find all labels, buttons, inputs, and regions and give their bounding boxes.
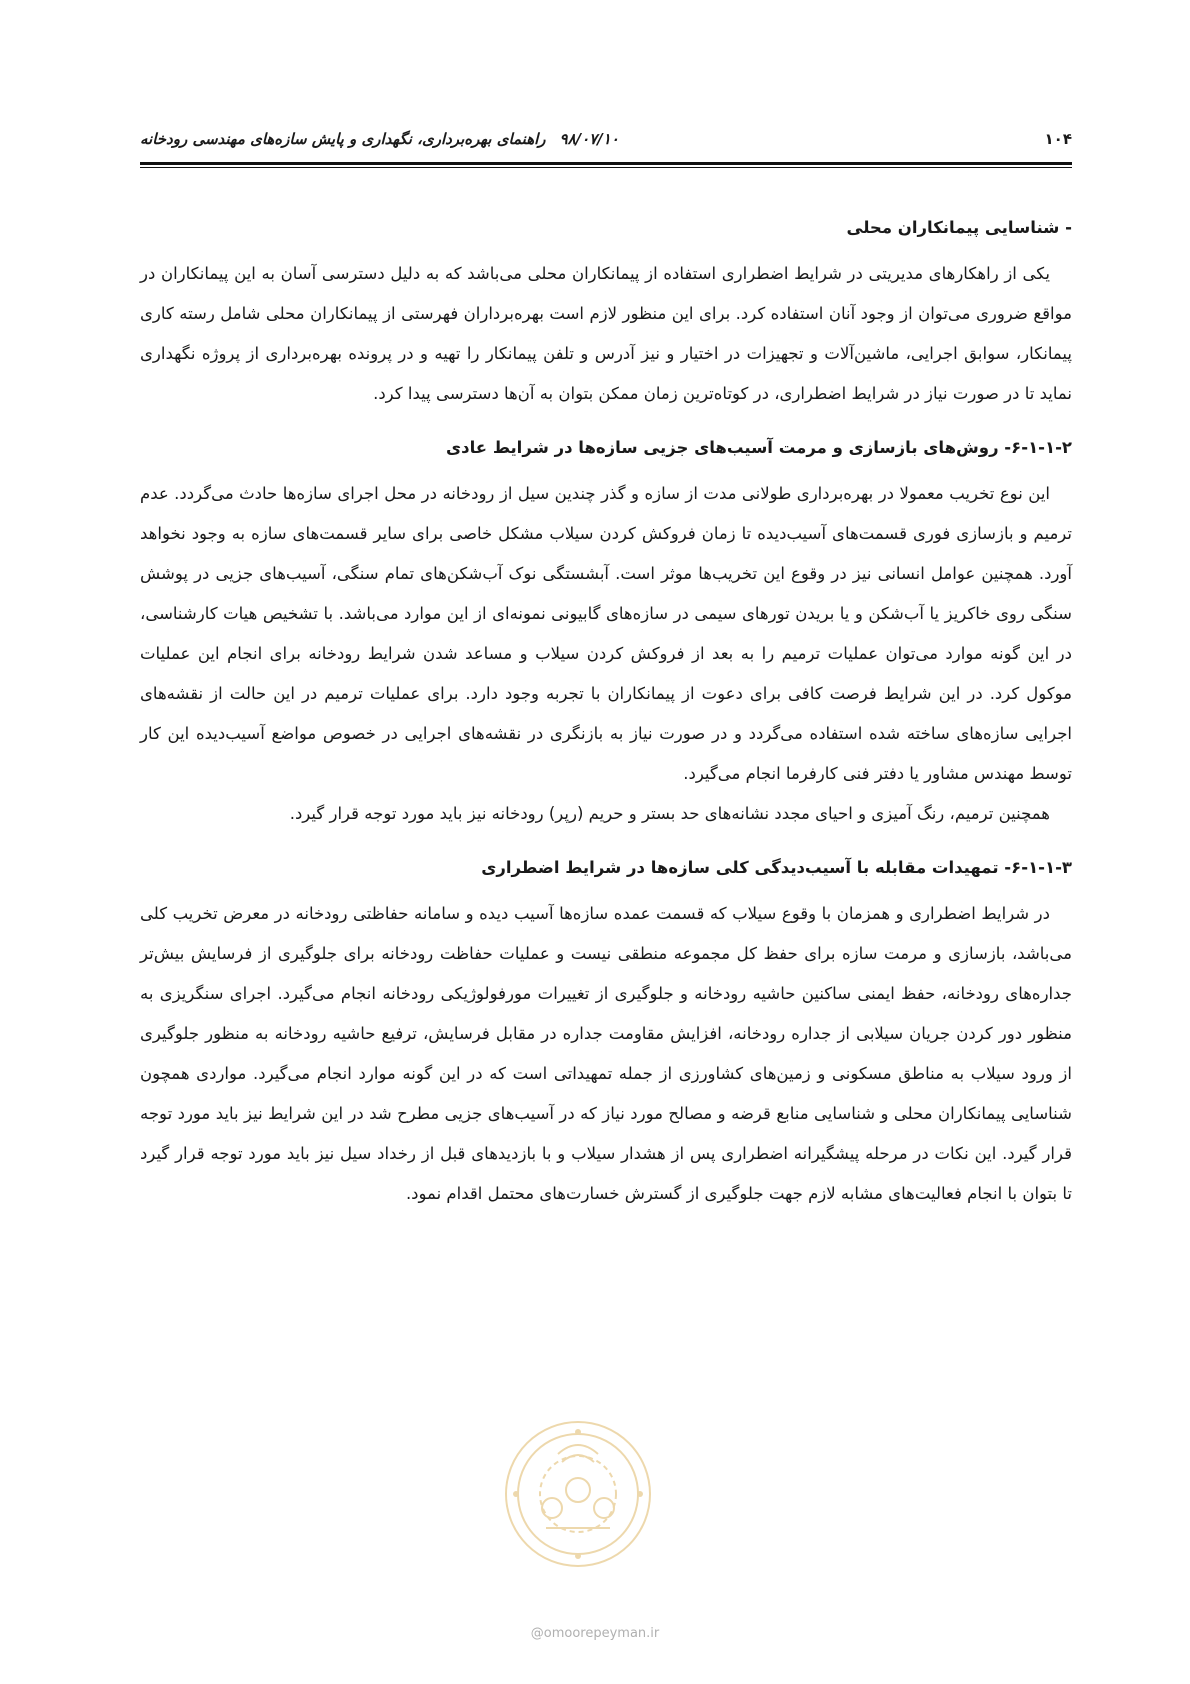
header-rule-thick xyxy=(140,162,1072,165)
page-header xyxy=(140,126,1072,156)
paragraph-emergency-measures: در شرایط اضطراری و همزمان با وقوع سیلاب که قسمت عمده سازه‌ها آسیب دیده و سامانه حفاظتی رودخانه در معرض تخریب کلی می‌باشد، بازسازی و مرمت سازه برای حفظ کل مجموعه منطقی نیست و عملیات حفاظت رودخانه برای جلوگیری از فرسایش بیش‌تر جداره‌های رودخانه، حفظ ایمنی ساکنین حاشیه رودخانه و جلوگیری از تغییرات مورفولوژیکی رودخانه انجام می‌گیرد. اجرای سنگریزی به منظور دور کردن جریان سیلابی از جداره رودخانه، افزایش مقاومت جداره در مقابل فرسایش، ترفیع حاشیه رودخانه به منظور جلوگیری از ورود سیلاب به مناطق مسکونی و زمین‌های کشاورزی از جمله تمهیداتی است که در این گونه موارد انجام می‌گیرد. مواردی همچون شناسایی پیمانکاران محلی و شناسایی منابع قرضه و مصالح مورد نیاز که در آسیب‌های جزیی مطرح شد در این شرایط نیز باید مورد توجه قرار گیرد. این نکات در مرحله پیشگیرانه اضطراری پس از هشدار سیلاب و با بازدیدهای قبل از رخداد سیل نیز باید مورد توجه قرار گیرد تا بتوان با انجام فعالیت‌های مشابه لازم جهت جلوگیری از گسترش خسارت‌های محتمل اقدام نمود. xyxy=(140,904,1072,1203)
heading-section-6-1-1-3: ۶-۱-۱-۳- تمهیدات مقابله با آسیب‌دیدگی کلی سازه‌ها در شرایط اضطراری xyxy=(481,858,1072,877)
header-rule-thin xyxy=(140,167,1072,168)
running-header xyxy=(140,130,619,148)
page-number: ۱۰۴ xyxy=(1044,130,1072,148)
header-date: ۹۸/۰۷/۱۰ xyxy=(559,130,619,148)
omoorepeyman-seal-icon xyxy=(502,1418,654,1570)
heading-local-contractors: - شناسایی پیمانکاران محلی xyxy=(846,218,1072,237)
paragraph-riverbed-markers: همچنین ترمیم، رنگ آمیزی و احیای مجدد نشانه‌های حد بستر و حریم (رپر) رودخانه نیز باید مورد توجه قرار گیرد. xyxy=(289,804,1050,823)
paragraph-local-contractors: یکی از راهکارهای مدیریتی در شرایط اضطراری استفاده از پیمانکاران محلی می‌باشد که به دلیل دسترسی آسان به این پیمانکاران در مواقع ضروری می‌توان از وجود آنان استفاده کرد. برای این منظور لازم است بهره‌برداران فهرستی از پیمانکاران محلی شامل رسته کاری پیمانکار، سوابق اجرایی، ماشین‌آلات و تجهیزات در اختیار و نیز آدرس و تلفن پیمانکار را تهیه و در پرونده بهره‌برداری از پروژه نگهداری نماید تا در صورت نیاز در شرایط اضطراری، در کوتاه‌ترین زمان ممکن بتوان به آن‌ها دسترسی پیدا کرد. xyxy=(140,264,1072,403)
document-body xyxy=(140,208,1072,1214)
watermark-url: @omoorepeyman.ir xyxy=(530,1626,660,1641)
heading-section-6-1-1-2: ۶-۱-۱-۲- روش‌های بازسازی و مرمت آسیب‌های جزیی سازه‌ها در شرایط عادی xyxy=(446,438,1072,457)
paragraph-minor-repair: این نوع تخریب معمولا در بهره‌برداری طولانی مدت از سازه و گذر چندین سیل از رودخانه در محل اجرای سازه‌ها حادث می‌گردد. عدم ترمیم و بازسازی فوری قسمت‌های آسیب‌دیده تا زمان فروکش کردن سیلاب مشکل خاصی برای سایر قسمت‌های سازه به وجود نخواهد آورد. همچنین عوامل انسانی نیز در وقوع این تخریب‌ها موثر است. آبشستگی نوک آب‌شکن‌های تمام سنگی، آسیب‌های جزیی در پوشش سنگی روی خاکریز یا آب‌شکن و یا بریدن تورهای سیمی در سازه‌های گابیونی نمونه‌ای از این موارد می‌باشد. با تشخیص هیات کارشناسی، در این گونه موارد می‌توان عملیات ترمیم را به بعد از فروکش کردن سیلاب و مساعد شدن شرایط رودخانه برای انجام این عملیات موکول کرد. در این شرایط فرصت کافی برای دعوت از پیمانکاران با تجربه وجود دارد. برای عملیات ترمیم در این حالت از نقشه‌های اجرایی سازه‌های ساخته شده استفاده می‌گردد و در صورت نیاز به بازنگری در نقشه‌های اجرایی در خصوص مواضع آسیب‌دیده این کار توسط مهندس مشاور یا دفتر فنی کارفرما انجام می‌گیرد. xyxy=(140,484,1072,783)
running-title: راهنمای بهره‌برداری، نگهداری و پایش سازه‌های مهندسی رودخانه xyxy=(140,130,546,148)
